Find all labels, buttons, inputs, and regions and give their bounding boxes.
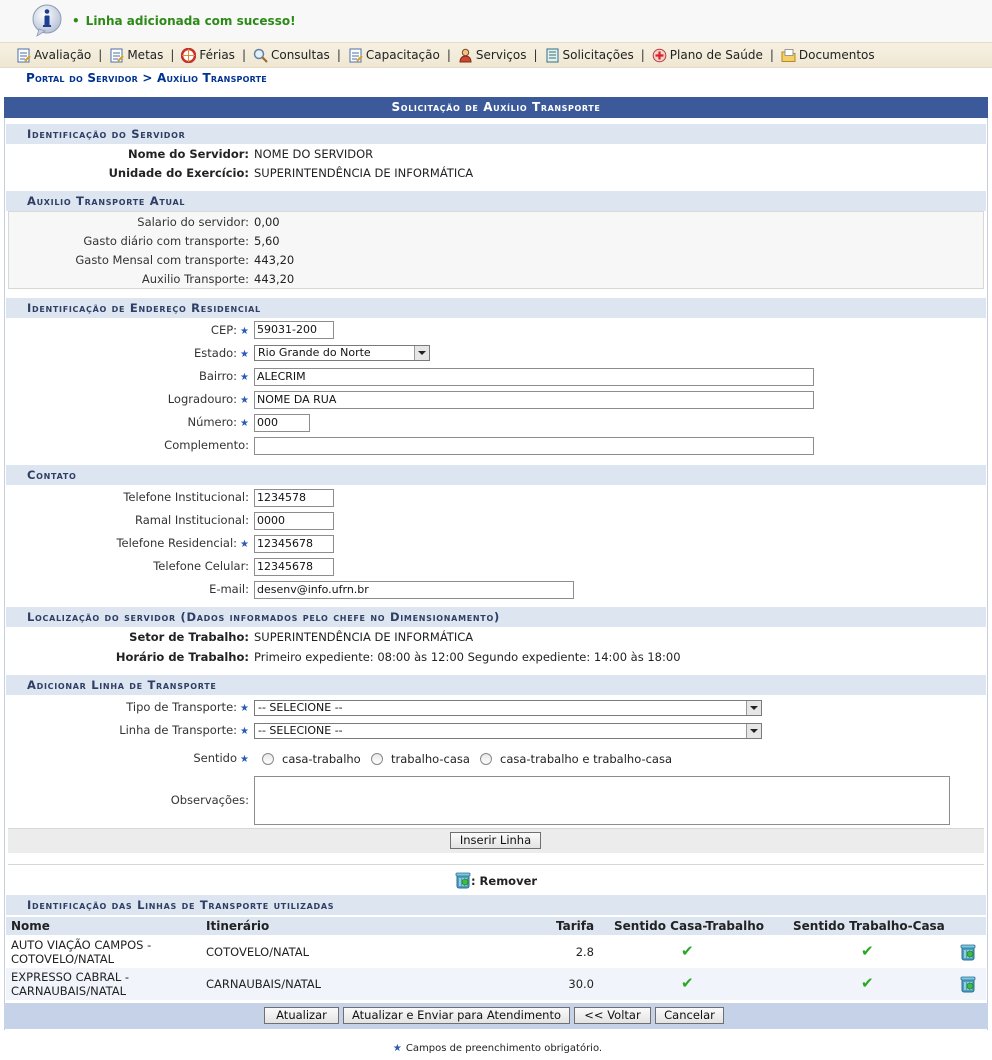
- info-icon: [30, 3, 64, 37]
- nome-line1: AUTO VIAÇÃO CAMPOS -: [11, 938, 152, 952]
- breadcrumb: Portal do Servidor > Auxílio Transporte: [26, 71, 267, 85]
- menu-item-label: Serviços: [475, 48, 527, 62]
- health-plan-icon: [652, 48, 667, 63]
- complemento-input[interactable]: [254, 437, 814, 455]
- nome-line2: COTOVELO/NATAL: [11, 952, 114, 966]
- telefone-residencial-label-text: Telefone Residencial:: [116, 536, 238, 550]
- cell-itinerario: COTOVELO/NATAL: [206, 945, 309, 959]
- section-endereco: Identificação de Endereço Residencial: [6, 298, 986, 318]
- row-estado: [0, 344, 992, 363]
- email-label: E-mail:: [209, 582, 249, 596]
- cancelar-button[interactable]: Cancelar: [655, 1007, 724, 1024]
- menu-item-label: Avaliação: [34, 48, 92, 62]
- required-star-icon: ★: [240, 349, 249, 360]
- required-star-icon: ★: [240, 395, 249, 406]
- cell-nome: [11, 938, 151, 966]
- menu-item-label: Metas: [127, 48, 164, 62]
- linha-transporte-label: [119, 721, 249, 741]
- col-nome: Nome: [11, 919, 50, 933]
- email-input[interactable]: desenv@info.ufrn.br: [254, 581, 574, 599]
- menu-item-label: Documentos: [798, 48, 875, 62]
- cep-label: [211, 321, 249, 341]
- menu-separator: |: [769, 48, 774, 62]
- ramal-institucional-label: Ramal Institucional:: [134, 513, 249, 527]
- sentido-ambos-radio[interactable]: [480, 753, 492, 765]
- cell-nome: [11, 970, 129, 998]
- sentido-trabalho-casa-label: trabalho-casa: [391, 752, 470, 766]
- menu-separator: |: [446, 48, 451, 62]
- estado-label-text: Estado:: [194, 346, 238, 360]
- estado-select[interactable]: [254, 345, 430, 361]
- unidade-exercicio-label: Unidade do Exercício:: [108, 166, 249, 180]
- trash-icon: [455, 871, 471, 889]
- required-star-icon: ★: [240, 372, 249, 383]
- sentido-label-text: Sentido: [193, 751, 238, 765]
- required-fields-note: [0, 1043, 992, 1054]
- voltar-button[interactable]: << Voltar: [574, 1007, 651, 1024]
- row-horario-trabalho: [0, 648, 992, 667]
- telefone-celular-input[interactable]: 12345678: [254, 558, 334, 576]
- menu-item-5[interactable]: [348, 48, 440, 63]
- required-fields-note-text: Campos de preenchimento obrigatório.: [405, 1043, 603, 1054]
- success-message-bar: [0, 0, 992, 42]
- menu-item-1[interactable]: [16, 48, 91, 63]
- estado-selected-value: Rio Grande do Norte: [258, 346, 371, 359]
- menu-item-8[interactable]: [652, 48, 763, 63]
- numero-input[interactable]: 000: [254, 414, 310, 432]
- menu-item-label: Férias: [199, 48, 235, 62]
- logradouro-label: [168, 390, 249, 410]
- complemento-label: Complemento:: [164, 438, 249, 452]
- col-sentido-trabalho-casa: Sentido Trabalho-Casa: [793, 919, 945, 933]
- menu-separator: |: [336, 48, 341, 62]
- menu-item-3[interactable]: [181, 48, 235, 63]
- menu-separator: |: [170, 48, 175, 62]
- cep-label-text: CEP:: [210, 323, 238, 337]
- menu-item-9[interactable]: [781, 48, 875, 63]
- check-icon: ✔: [861, 974, 874, 992]
- tipo-transporte-select[interactable]: [254, 700, 762, 716]
- row-salario: [0, 213, 992, 232]
- menu-item-label: Consultas: [270, 48, 330, 62]
- cell-itinerario: CARNAUBAIS/NATAL: [206, 977, 322, 991]
- nome-servidor-value: NOME DO SERVIDOR: [254, 147, 374, 161]
- row-sentido: [0, 749, 992, 768]
- logradouro-input[interactable]: NOME DA RUA: [254, 391, 814, 409]
- section-linhas-utilizadas: Identificação das Linhas de Transporte utilizadas: [6, 895, 986, 915]
- section-contato: Contato: [6, 465, 986, 485]
- cell-tarifa: 2.8: [575, 945, 594, 959]
- inserir-linha-button[interactable]: Inserir Linha: [450, 832, 541, 849]
- sentido-label: [193, 749, 249, 769]
- setor-trabalho-label: Setor de Trabalho:: [129, 630, 249, 644]
- estado-label: [194, 344, 249, 364]
- sentido-trabalho-casa-radio[interactable]: [371, 753, 383, 765]
- sentido-casa-trabalho-radio[interactable]: [262, 753, 274, 765]
- goals-icon: [109, 48, 124, 63]
- observacoes-textarea[interactable]: [254, 776, 950, 825]
- row-setor-trabalho: [0, 628, 992, 647]
- cell-tarifa: 30.0: [568, 977, 594, 991]
- check-icon: ✔: [681, 974, 694, 992]
- table-row: [6, 936, 986, 968]
- linha-transporte-select[interactable]: [254, 723, 762, 739]
- required-star-icon: ★: [240, 754, 249, 765]
- requests-icon: [545, 48, 560, 63]
- remove-trash-icon[interactable]: [960, 975, 976, 993]
- salario-value: 0,00: [254, 215, 280, 229]
- gasto-diario-label: Gasto diário com transporte:: [83, 234, 249, 248]
- section-localizacao: Localização do servidor (Dados informados pelo chefe no Dimensionamento): [6, 607, 986, 627]
- bairro-input[interactable]: ALECRIM: [254, 368, 814, 386]
- required-star-icon: ★: [240, 539, 249, 550]
- row-telefone-residencial: [0, 534, 992, 553]
- nome-servidor-label: Nome do Servidor:: [127, 147, 249, 161]
- section-identificacao-servidor: Identificação do Servidor: [6, 124, 986, 144]
- row-gasto-mensal: [0, 251, 992, 270]
- nome-line1: EXPRESSO CABRAL -: [11, 970, 130, 984]
- divider: [8, 864, 984, 865]
- horario-trabalho-value: Primeiro expediente: 08:00 às 12:00 Segundo expediente: 14:00 às 18:00: [254, 650, 681, 664]
- row-nome-servidor: [0, 145, 992, 164]
- horario-trabalho-label: Horário de Trabalho:: [115, 650, 249, 664]
- cep-input[interactable]: 59031-200: [254, 321, 334, 339]
- unidade-exercicio-value: SUPERINTENDÊNCIA DE INFORMÁTICA: [254, 166, 474, 180]
- menu-item-7[interactable]: [545, 48, 634, 63]
- telefone-residencial-input[interactable]: 12345678: [254, 535, 334, 553]
- evaluation-icon: [16, 48, 31, 63]
- menu-item-6[interactable]: [458, 48, 527, 63]
- success-message: • Linha adicionada com sucesso!: [72, 14, 296, 28]
- tipo-transporte-label: [126, 698, 249, 718]
- menu-item-2[interactable]: [109, 48, 163, 63]
- row-telefone-institucional: [0, 488, 992, 507]
- row-numero: [0, 413, 992, 432]
- search-icon: [253, 48, 268, 63]
- atualizar-enviar-button[interactable]: Atualizar e Enviar para Atendimento: [343, 1007, 570, 1024]
- row-ramal-institucional: [0, 511, 992, 530]
- chevron-down-icon: [414, 346, 429, 360]
- observacoes-label: Observações:: [170, 793, 249, 807]
- row-gasto-diario: [0, 232, 992, 251]
- section-auxilio-atual: Auxilio Transporte Atual: [6, 191, 986, 211]
- required-star-icon: ★: [240, 703, 249, 714]
- required-star-icon: ★: [240, 726, 249, 737]
- main-menu: [0, 42, 992, 68]
- auxilio-transporte-value: 443,20: [254, 272, 295, 286]
- gasto-diario-value: 5,60: [254, 234, 280, 248]
- menu-separator: |: [640, 48, 645, 62]
- telefone-institucional-label: Telefone Institucional:: [123, 490, 249, 504]
- col-itinerario: Itinerário: [206, 919, 270, 933]
- linha-transporte-label-text: Linha de Transporte:: [119, 723, 238, 737]
- telefone-institucional-input[interactable]: 1234578: [254, 489, 334, 507]
- row-cep: [0, 321, 992, 340]
- row-auxilio-transporte: [0, 270, 992, 289]
- gasto-mensal-value: 443,20: [254, 253, 295, 267]
- tipo-transporte-selected: -- SELECIONE --: [258, 701, 343, 714]
- legend: [0, 871, 992, 889]
- setor-trabalho-value: SUPERINTENDÊNCIA DE INFORMÁTICA: [254, 630, 474, 644]
- menu-item-label: Solicitações: [562, 48, 634, 62]
- bairro-label-text: Bairro:: [198, 369, 238, 383]
- required-star-icon: ★: [240, 418, 249, 429]
- menu-separator: |: [98, 48, 103, 62]
- telefone-celular-label: Telefone Celular:: [153, 559, 249, 573]
- nome-line2: CARNAUBAIS/NATAL: [11, 984, 127, 998]
- check-icon: ✔: [681, 942, 694, 960]
- salario-label: Salario do servidor:: [137, 215, 249, 229]
- table-header: [6, 917, 986, 935]
- sentido-ambos-label: casa-trabalho e trabalho-casa: [500, 752, 673, 766]
- services-icon: [458, 48, 473, 63]
- linha-transporte-selected: -- SELECIONE --: [258, 724, 343, 737]
- chevron-down-icon: [746, 724, 761, 738]
- check-icon: ✔: [861, 942, 874, 960]
- bairro-label: [199, 367, 249, 387]
- numero-label-text: Número:: [187, 415, 238, 429]
- training-icon: [348, 48, 363, 63]
- numero-label: [187, 413, 249, 433]
- required-star-icon: ★: [240, 326, 249, 337]
- vacation-icon: [181, 48, 196, 63]
- required-star-icon: ★: [392, 1043, 402, 1054]
- gasto-mensal-label: Gasto Mensal com transporte:: [75, 253, 249, 267]
- menu-separator: |: [533, 48, 538, 62]
- chevron-down-icon: [746, 701, 761, 715]
- table-row: [6, 968, 986, 1000]
- row-unidade-exercicio: [0, 164, 992, 183]
- row-telefone-celular: [0, 557, 992, 576]
- atualizar-button[interactable]: Atualizar: [264, 1007, 339, 1024]
- panel-title: Solicitação de Auxílio Transporte: [4, 97, 988, 118]
- section-adicionar-linha: Adicionar Linha de Transporte: [6, 675, 986, 695]
- menu-separator: |: [241, 48, 246, 62]
- sentido-casa-trabalho-label: casa-trabalho: [282, 752, 361, 766]
- col-sentido-casa-trabalho: Sentido Casa-Trabalho: [614, 919, 765, 933]
- documents-icon: [781, 48, 796, 63]
- logradouro-label-text: Logradouro:: [167, 392, 238, 406]
- telefone-residencial-label: [116, 534, 249, 554]
- tipo-transporte-label-text: Tipo de Transporte:: [126, 700, 238, 714]
- ramal-institucional-input[interactable]: 0000: [254, 512, 334, 530]
- menu-item-4[interactable]: [253, 48, 330, 63]
- success-message-text: Linha adicionada com sucesso!: [85, 14, 296, 28]
- auxilio-transporte-label: Auxilio Transporte:: [141, 272, 249, 286]
- col-tarifa: Tarifa: [556, 919, 595, 933]
- menu-item-label: Plano de Saúde: [669, 48, 763, 62]
- remover-legend-text: : Remover: [470, 874, 538, 888]
- menu-item-label: Capacitação: [365, 48, 440, 62]
- remove-trash-icon[interactable]: [960, 943, 976, 961]
